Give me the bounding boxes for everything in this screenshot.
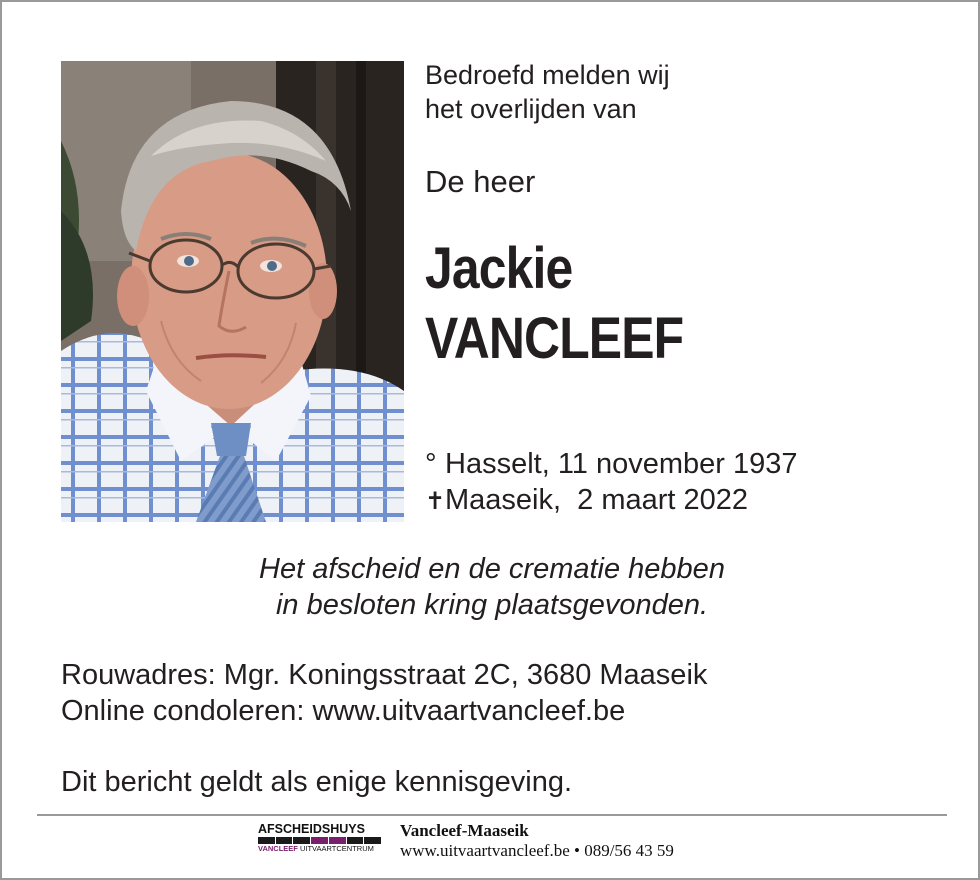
deceased-name — [425, 234, 725, 374]
logo-brand: VANCLEEF — [258, 844, 298, 853]
farewell-line-2: in besloten kring plaatsgevonden. — [275, 589, 709, 621]
online-condolence: Online condoleren: www.uitvaartvancleef.be — [61, 695, 626, 727]
divider — [37, 814, 947, 816]
notice-text: Dit bericht geldt als enige kennisgeving. — [61, 766, 573, 798]
farewell-text — [2, 551, 980, 623]
contact-info — [61, 657, 707, 729]
company-contact: www.uitvaartvancleef.be • 089/56 43 59 — [400, 841, 674, 860]
funeral-home-logo — [258, 822, 382, 862]
death-line — [425, 482, 798, 520]
life-dates — [425, 446, 798, 520]
intro-line-1: Bedroefd melden wij — [425, 60, 670, 90]
birth-text: Hasselt, 11 november 1937 — [445, 448, 798, 480]
last-name: VANCLEEF — [425, 306, 684, 371]
logo-subtitle — [258, 844, 382, 854]
company-name: Vancleef-Maaseik — [400, 821, 529, 840]
logo-bars — [258, 837, 382, 844]
degree-icon: ° — [425, 448, 437, 480]
intro-text — [425, 58, 670, 126]
farewell-line-1: Het afscheid en de crematie hebben — [259, 553, 725, 585]
cross-icon: ✝ — [425, 488, 446, 515]
mourning-address: Rouwadres: Mgr. Koningsstraat 2C, 3680 Maaseik — [61, 659, 708, 691]
logo-sub: UITVAARTCENTRUM — [299, 844, 374, 853]
intro-line-2: het overlijden van — [425, 94, 637, 124]
death-text: Maaseik, 2 maart 2022 — [445, 484, 749, 516]
first-name: Jackie — [425, 236, 573, 301]
honorific: De heer — [425, 164, 536, 199]
funeral-home-info — [400, 821, 674, 861]
portrait-photo — [61, 61, 404, 522]
logo-title: AFSCHEIDSHUYS — [258, 822, 365, 836]
birth-line — [425, 446, 798, 482]
